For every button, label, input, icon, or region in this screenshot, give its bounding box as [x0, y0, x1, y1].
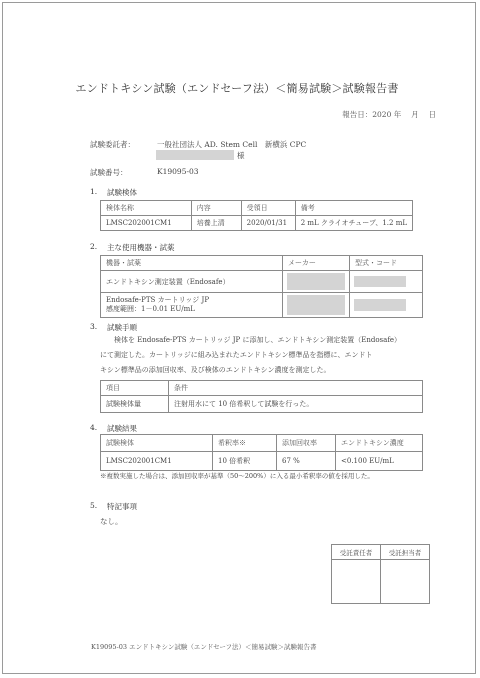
table-header: エンドトキシン濃度: [336, 435, 423, 452]
signature-header: 受託責任者: [332, 545, 381, 560]
table-row: [101, 293, 423, 318]
section4-number: 4.: [90, 423, 98, 432]
section3-heading: 試験手順: [107, 323, 137, 332]
section1-heading: 試験検体: [107, 188, 137, 197]
table-cell: エンドトキシン測定装置（Endosafe）: [101, 271, 283, 293]
test-number-value: K19095-03: [157, 167, 199, 176]
table-header: メーカー: [283, 256, 350, 271]
cartridge-range: 感度範囲：1－0.01 EU/mL: [106, 305, 195, 313]
report-date: 報告日：2020 年 月 日: [342, 110, 436, 119]
table-cell: LMSC202001CM1: [101, 216, 192, 231]
table-row: [101, 396, 423, 413]
table-cell: [283, 293, 350, 318]
table-cell: <0.100 EU/mL: [336, 452, 423, 471]
report-title: エンドトキシン試験（エンドセーフ法）＜簡易試験＞試験報告書: [75, 82, 399, 95]
signature-box: [381, 560, 430, 604]
paragraph-line: 検体を Endosafe-PTS カートリッジ JP に添加し、エンドトキシン測定装置（Endosafe）: [114, 336, 402, 344]
sample-table: [100, 200, 413, 231]
redacted-maker: [287, 273, 345, 290]
table-cell: 注射用水にて 10 倍希釈して試験を行った。: [169, 396, 423, 413]
table-cell: 2020/01/31: [241, 216, 295, 231]
table-row: [101, 216, 413, 231]
table-header: 項目: [101, 381, 169, 396]
table-header-row: [101, 381, 423, 396]
table-header: 型式・コード: [350, 256, 423, 271]
table-header: 検体名称: [101, 201, 192, 216]
table-header: 備考: [295, 201, 412, 216]
table-header: 試験検体: [101, 435, 213, 452]
conditions-table: [100, 380, 423, 413]
signature-header: 受託担当者: [381, 545, 430, 560]
table-cell: 培養上清: [191, 216, 241, 231]
table-header: 添加回収率: [277, 435, 336, 452]
table-header-row: [101, 256, 423, 271]
section1-number: 1.: [90, 187, 98, 196]
paragraph-line: キシン標準品の添加回収率、及び検体のエンドトキシン濃度を測定した。: [100, 366, 331, 374]
section5-number: 5.: [90, 501, 98, 510]
table-header: 受領日: [241, 201, 295, 216]
section3-number: 3.: [90, 322, 98, 331]
special-notes-content: なし。: [100, 517, 123, 526]
test-number-label: 試験番号：: [90, 168, 128, 177]
redacted-maker: [287, 295, 345, 315]
results-table: [100, 434, 423, 471]
section4-heading: 試験結果: [107, 424, 137, 433]
table-header-row: [332, 545, 430, 560]
results-note: ※複数実施した場合は、添加回収率が基準（50～200%）に入る最小希釈率の値を採用した。: [100, 472, 374, 480]
signature-box: [332, 560, 381, 604]
table-cell: 10 倍希釈: [213, 452, 277, 471]
section5-heading: 特記事項: [107, 502, 137, 511]
equipment-table: [100, 255, 423, 318]
redacted-name: [156, 150, 234, 160]
table-header: 機器・試薬: [101, 256, 283, 271]
table-header: 希釈率※: [213, 435, 277, 452]
client-label: 試験委託者：: [90, 140, 135, 149]
page-footer: K19095-03 エンドトキシン試験（エンドセーフ法）＜簡易試験＞試験報告書: [91, 643, 317, 651]
procedure-paragraph: [100, 333, 430, 378]
table-cell: 67 %: [277, 452, 336, 471]
redacted-model: [354, 299, 406, 311]
table-row: [332, 560, 430, 604]
table-header-row: [101, 435, 423, 452]
client-value: 一般社団法人 AD. Stem Cell 新横浜 CPC: [157, 140, 307, 149]
table-cell: [283, 271, 350, 293]
table-header-row: [101, 201, 413, 216]
client-honorific: 様: [237, 151, 245, 160]
redacted-model: [354, 276, 406, 287]
section2-heading: 主な使用機器・試薬: [107, 243, 175, 252]
table-header: 条件: [169, 381, 423, 396]
table-row: [101, 271, 423, 293]
signature-table: [331, 544, 430, 604]
table-cell: 試験検体量: [101, 396, 169, 413]
table-cell: [350, 293, 423, 318]
table-cell: [350, 271, 423, 293]
table-row: [101, 452, 423, 471]
table-header: 内容: [191, 201, 241, 216]
table-cell: 2 mL クライオチューブ、1.2 mL: [295, 216, 412, 231]
table-cell: LMSC202001CM1: [101, 452, 213, 471]
cartridge-name: Endosafe-PTS カートリッジ JP: [106, 296, 210, 304]
paragraph-line: にて測定した。カートリッジに組み込まれたエンドトキシン標準品を指標に、エンドト: [100, 351, 373, 359]
table-cell: [101, 293, 283, 318]
section2-number: 2.: [90, 242, 98, 251]
